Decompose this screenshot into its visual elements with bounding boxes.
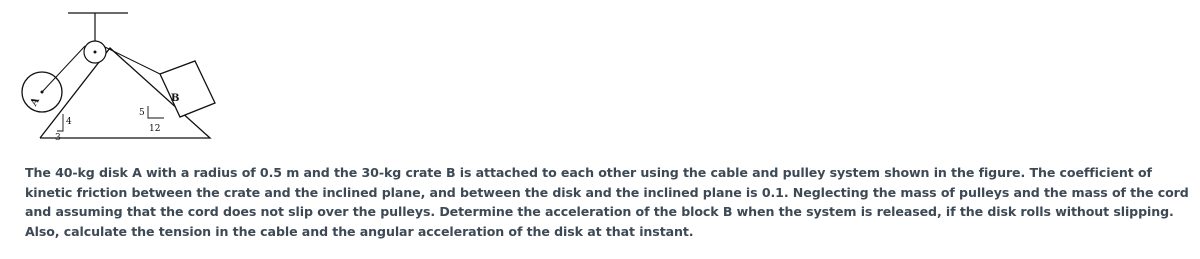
crate-b bbox=[160, 61, 215, 117]
right-slope-vertical-label: 5 bbox=[139, 108, 145, 118]
crate-b-label: B bbox=[171, 93, 180, 104]
left-slope-triangle bbox=[57, 114, 63, 131]
cable-disk-to-pulley bbox=[42, 46, 85, 92]
problem-statement: The 40-kg disk A with a radius of 0.5 m and the 30-kg crate B is attached to each other using the cable and pulley system shown in the figure. The coefficient of kinetic friction between the crate and the inclined plane, and between the disk and the inclined plane is 0.1. Neglecting the mass of pulleys and the mass of the cord and assuming that the cord does not slip over the pulleys. Determine the acceleration of the block B when the system is released, if the disk rolls without slipping. Also, calculate the tension in the cable and the angular acceleration of the disk at that instant. bbox=[25, 165, 1189, 239]
left-slope-horizontal-label: 3 bbox=[55, 133, 61, 143]
problem-figure bbox=[0, 0, 260, 160]
right-slope-horizontal-label: 12 bbox=[149, 124, 161, 134]
cable-pulley-to-crate bbox=[105, 47, 160, 74]
right-slope-triangle bbox=[148, 106, 164, 118]
left-slope-vertical-label: 4 bbox=[66, 117, 72, 127]
disk-a-label: A bbox=[28, 95, 42, 108]
pulley-hub bbox=[94, 51, 97, 54]
